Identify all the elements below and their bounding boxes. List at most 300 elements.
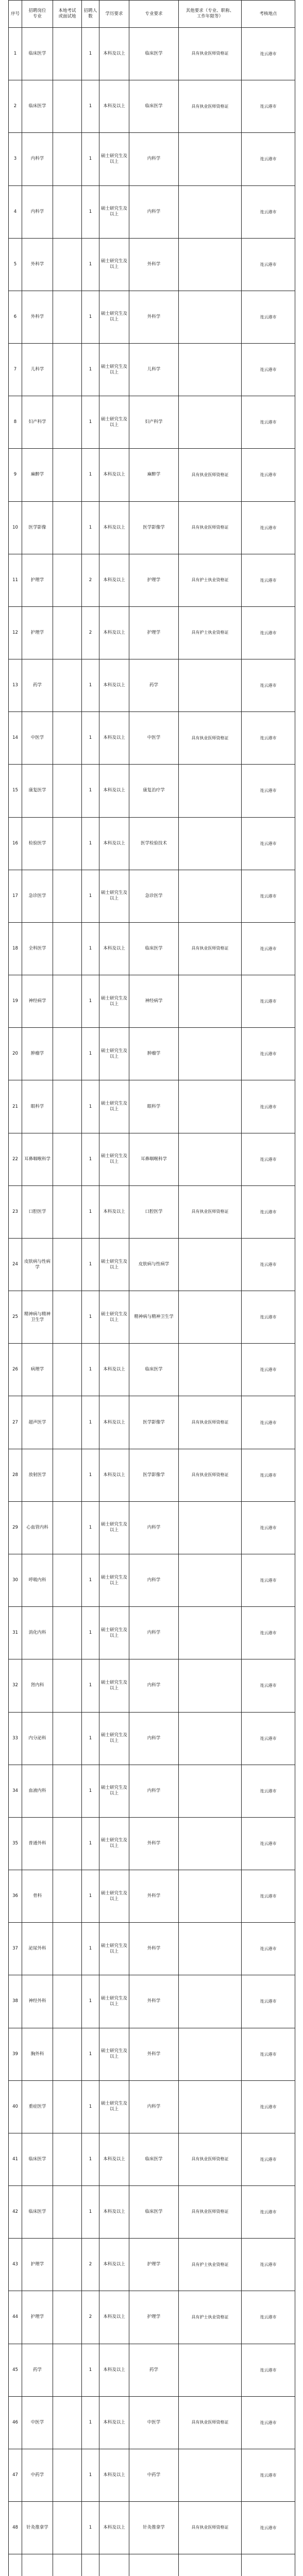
cell-other-requirements (179, 2080, 242, 2133)
cell-count: 1 (82, 28, 99, 80)
cell-count: 1 (82, 2028, 99, 2080)
cell-exam-location (53, 1344, 82, 1396)
cell-position: 肾内科 (22, 1659, 53, 1712)
cell-position: 皮肤病与性病学 (22, 1238, 53, 1291)
cell-exam-location (53, 1817, 82, 1870)
cell-exam-location (53, 2291, 82, 2344)
cell-count: 1 (82, 449, 99, 501)
cell-assessment-location: 连云港市 (242, 1765, 295, 1817)
cell-major: 内科学 (129, 1712, 179, 1765)
cell-assessment-location: 连云港市 (242, 2133, 295, 2185)
cell-exam-location (53, 975, 82, 1028)
header-cell-exam-location: 本地考试 或面试地 (53, 1, 82, 28)
table-row (9, 2554, 295, 2576)
cell-position: 泌尿外科 (22, 1923, 53, 1975)
cell-assessment-location: 连云港市 (242, 185, 295, 238)
cell-other-requirements (179, 291, 242, 343)
table-row (9, 1238, 295, 1291)
table-row (9, 1028, 295, 1080)
cell-exam-location (53, 80, 82, 133)
cell-position: 针灸推拿学 (22, 2502, 53, 2554)
cell-education: 硕士研究生及以上 (99, 975, 129, 1028)
cell-count: 1 (82, 975, 99, 1028)
cell-education: 硕士研究生及以上 (99, 2080, 129, 2133)
cell-education: 本科及以上 (99, 2396, 129, 2449)
cell-position: 护理学 (22, 554, 53, 606)
cell-major: 临床医学 (129, 2186, 179, 2239)
cell-exam-location (53, 2133, 82, 2185)
cell-other-requirements (179, 659, 242, 712)
cell-assessment-location: 连云港市 (242, 2396, 295, 2449)
table-row (9, 975, 295, 1028)
table-row (9, 1765, 295, 1817)
cell-assessment-location: 连云港市 (242, 1396, 295, 1449)
header-cell-assessment-location: 考核地点 (242, 1, 295, 28)
cell-other-requirements (179, 2028, 242, 2080)
cell-exam-location (53, 1028, 82, 1080)
cell-education: 本科及以上 (99, 2133, 129, 2185)
cell-index: 18 (9, 922, 22, 975)
cell-major: 内科学 (129, 1607, 179, 1659)
table-row (9, 344, 295, 396)
cell-exam-location (53, 1870, 82, 1923)
cell-count: 1 (82, 2344, 99, 2396)
table-row (9, 185, 295, 238)
cell-assessment-location: 连云港市 (242, 2239, 295, 2291)
cell-assessment-location: 连云港市 (242, 2080, 295, 2133)
table-row (9, 1449, 295, 1501)
cell-position: 重症医学 (22, 2080, 53, 2133)
table-row (9, 1291, 295, 1344)
cell-count: 1 (82, 1554, 99, 1606)
cell-education: 本科及以上 (99, 2344, 129, 2396)
table-row (9, 2502, 295, 2554)
cell-assessment-location: 连云港市 (242, 28, 295, 80)
cell-index: 35 (9, 1817, 22, 1870)
cell-other-requirements: 具有执业医师资格证 (179, 922, 242, 975)
cell-major: 中医学 (129, 712, 179, 765)
cell-index: 25 (9, 1291, 22, 1344)
cell-count: 1 (82, 238, 99, 291)
cell-count: 1 (82, 712, 99, 765)
cell-assessment-location: 连云港市 (242, 1975, 295, 2028)
cell-index: 43 (9, 2239, 22, 2291)
cell-exam-location (53, 1765, 82, 1817)
cell-index (9, 2554, 22, 2576)
cell-major: 医学检验技术 (129, 817, 179, 870)
cell-education: 硕士研究生及以上 (99, 291, 129, 343)
cell-major: 康复治疗学 (129, 765, 179, 817)
cell-count: 1 (82, 1028, 99, 1080)
cell-count: 1 (82, 1080, 99, 1133)
table-row (9, 554, 295, 606)
cell-position: 外科学 (22, 238, 53, 291)
cell-index: 13 (9, 659, 22, 712)
cell-assessment-location: 连云港市 (242, 870, 295, 922)
cell-count: 1 (82, 1238, 99, 1291)
cell-major: 外科学 (129, 2028, 179, 2080)
cell-position: 中医学 (22, 712, 53, 765)
table-header-row (9, 1, 295, 28)
cell-other-requirements (179, 870, 242, 922)
cell-major: 临床医学 (129, 2133, 179, 2185)
cell-index: 23 (9, 1185, 22, 1238)
cell-position: 临床医学 (22, 2186, 53, 2239)
cell-education: 硕士研究生及以上 (99, 1028, 129, 1080)
cell-index: 9 (9, 449, 22, 501)
cell-position: 血液内科 (22, 1765, 53, 1817)
cell-index: 14 (9, 712, 22, 765)
cell-position: 临床医学 (22, 28, 53, 80)
cell-count: 1 (82, 659, 99, 712)
cell-count: 1 (82, 1607, 99, 1659)
cell-position: 放射医学 (22, 1449, 53, 1501)
header-cell-count: 招聘人数 (82, 1, 99, 28)
cell-exam-location (53, 1923, 82, 1975)
cell-other-requirements (179, 1712, 242, 1765)
cell-education: 本科及以上 (99, 1396, 129, 1449)
cell-position: 超声医学 (22, 1396, 53, 1449)
cell-position: 精神病与精神卫生学 (22, 1291, 53, 1344)
cell-position: 肿瘤学 (22, 1028, 53, 1080)
cell-education: 硕士研究生及以上 (99, 133, 129, 185)
cell-assessment-location: 连云港市 (242, 712, 295, 765)
cell-position: 急诊医学 (22, 870, 53, 922)
cell-education: 硕士研究生及以上 (99, 1501, 129, 1554)
cell-other-requirements (179, 1659, 242, 1712)
cell-exam-location (53, 2396, 82, 2449)
cell-position: 普通外科 (22, 1817, 53, 1870)
cell-count: 2 (82, 2239, 99, 2291)
cell-major: 外科学 (129, 291, 179, 343)
cell-education (99, 2554, 129, 2576)
cell-assessment-location (242, 2554, 295, 2576)
cell-position: 临床医学 (22, 80, 53, 133)
table-row (9, 2344, 295, 2396)
cell-position: 内科学 (22, 133, 53, 185)
cell-index: 27 (9, 1396, 22, 1449)
cell-major: 急诊医学 (129, 870, 179, 922)
cell-position: 护理学 (22, 606, 53, 659)
cell-assessment-location: 连云港市 (242, 2028, 295, 2080)
table-row (9, 2239, 295, 2291)
cell-index: 42 (9, 2186, 22, 2239)
cell-education: 本科及以上 (99, 1344, 129, 1396)
cell-count: 1 (82, 291, 99, 343)
cell-other-requirements: 具有执业医师资格证 (179, 501, 242, 554)
cell-education: 本科及以上 (99, 1185, 129, 1238)
cell-other-requirements (179, 2554, 242, 2576)
cell-major: 临床医学 (129, 80, 179, 133)
cell-index: 24 (9, 1238, 22, 1291)
cell-major: 药学 (129, 2344, 179, 2396)
cell-other-requirements (179, 185, 242, 238)
table-body (9, 28, 295, 2576)
table-row (9, 2291, 295, 2344)
cell-major: 中药学 (129, 2449, 179, 2501)
cell-index: 2 (9, 80, 22, 133)
cell-exam-location (53, 1185, 82, 1238)
table-row (9, 659, 295, 712)
cell-assessment-location: 连云港市 (242, 133, 295, 185)
cell-assessment-location: 连云港市 (242, 1028, 295, 1080)
cell-index: 21 (9, 1080, 22, 1133)
cell-index: 34 (9, 1765, 22, 1817)
cell-count: 2 (82, 606, 99, 659)
cell-count: 1 (82, 1923, 99, 1975)
cell-education: 硕士研究生及以上 (99, 1659, 129, 1712)
table-row (9, 449, 295, 501)
cell-major: 医学影像学 (129, 1449, 179, 1501)
cell-major: 外科学 (129, 1923, 179, 1975)
cell-index: 36 (9, 1870, 22, 1923)
cell-position: 临床医学 (22, 2133, 53, 2185)
cell-assessment-location: 连云港市 (242, 2502, 295, 2554)
cell-position: 妇产科学 (22, 396, 53, 449)
cell-exam-location (53, 1501, 82, 1554)
table-row (9, 817, 295, 870)
cell-assessment-location: 连云港市 (242, 765, 295, 817)
cell-education: 硕士研究生及以上 (99, 1870, 129, 1923)
cell-other-requirements (179, 1607, 242, 1659)
cell-count: 1 (82, 2133, 99, 2185)
cell-other-requirements: 具有执业医师资格证 (179, 1185, 242, 1238)
cell-major: 外科学 (129, 1870, 179, 1923)
cell-major: 内科学 (129, 133, 179, 185)
cell-exam-location (53, 1607, 82, 1659)
cell-education: 硕士研究生及以上 (99, 1133, 129, 1185)
cell-other-requirements (179, 1344, 242, 1396)
cell-other-requirements (179, 396, 242, 449)
cell-education: 硕士研究生及以上 (99, 1923, 129, 1975)
cell-other-requirements (179, 1554, 242, 1606)
table-row (9, 2396, 295, 2449)
cell-count: 1 (82, 1659, 99, 1712)
cell-exam-location (53, 185, 82, 238)
table-row (9, 1185, 295, 1238)
header-cell-position: 招聘岗位 专业 (22, 1, 53, 28)
cell-other-requirements: 具有执业医师资格证 (179, 2133, 242, 2185)
cell-major: 精神病与精神卫生学 (129, 1291, 179, 1344)
cell-other-requirements (179, 1923, 242, 1975)
table-row (9, 606, 295, 659)
cell-assessment-location: 连云港市 (242, 606, 295, 659)
cell-major: 医学影像学 (129, 501, 179, 554)
cell-index: 37 (9, 1923, 22, 1975)
cell-major: 内科学 (129, 2080, 179, 2133)
cell-other-requirements (179, 133, 242, 185)
cell-assessment-location: 连云港市 (242, 922, 295, 975)
cell-count: 2 (82, 2291, 99, 2344)
cell-other-requirements (179, 1870, 242, 1923)
cell-other-requirements (179, 344, 242, 396)
table-row (9, 1923, 295, 1975)
cell-other-requirements: 具有执业医师资格证 (179, 28, 242, 80)
cell-education: 本科及以上 (99, 2239, 129, 2291)
cell-count: 1 (82, 501, 99, 554)
cell-count: 1 (82, 133, 99, 185)
cell-assessment-location: 连云港市 (242, 1080, 295, 1133)
recruitment-table (8, 0, 295, 2576)
cell-index: 17 (9, 870, 22, 922)
cell-position: 康复医学 (22, 765, 53, 817)
cell-index: 28 (9, 1449, 22, 1501)
header-cell-other-requirements: 其他要求（专业、职称、 工作年限等） (179, 1, 242, 28)
cell-education: 本科及以上 (99, 501, 129, 554)
cell-education: 本科及以上 (99, 922, 129, 975)
cell-education: 本科及以上 (99, 2186, 129, 2239)
cell-count: 1 (82, 2449, 99, 2501)
cell-index: 5 (9, 238, 22, 291)
cell-count: 1 (82, 2502, 99, 2554)
cell-other-requirements (179, 1291, 242, 1344)
cell-assessment-location: 连云港市 (242, 1291, 295, 1344)
cell-index: 44 (9, 2291, 22, 2344)
cell-major: 内科学 (129, 1554, 179, 1606)
table-row (9, 1396, 295, 1449)
cell-education: 硕士研究生及以上 (99, 396, 129, 449)
cell-exam-location (53, 554, 82, 606)
cell-assessment-location: 连云港市 (242, 1870, 295, 1923)
cell-other-requirements: 具有执业医师资格证 (179, 1396, 242, 1449)
cell-assessment-location: 连云港市 (242, 501, 295, 554)
cell-other-requirements (179, 1028, 242, 1080)
cell-assessment-location: 连云港市 (242, 2291, 295, 2344)
cell-education: 本科及以上 (99, 80, 129, 133)
cell-position: 耳鼻咽喉科学 (22, 1133, 53, 1185)
cell-assessment-location: 连云港市 (242, 1607, 295, 1659)
cell-major: 临床医学 (129, 922, 179, 975)
cell-count: 1 (82, 1501, 99, 1554)
table-row (9, 765, 295, 817)
cell-assessment-location: 连云港市 (242, 1554, 295, 1606)
cell-education: 本科及以上 (99, 659, 129, 712)
cell-position: 神经外科 (22, 1975, 53, 2028)
cell-exam-location (53, 1133, 82, 1185)
table-row (9, 1133, 295, 1185)
cell-assessment-location: 连云港市 (242, 1185, 295, 1238)
cell-exam-location (53, 1975, 82, 2028)
cell-position: 内分泌科 (22, 1712, 53, 1765)
cell-assessment-location: 连云港市 (242, 2344, 295, 2396)
cell-exam-location (53, 2080, 82, 2133)
table-row (9, 238, 295, 291)
cell-count: 1 (82, 1291, 99, 1344)
cell-major: 内科学 (129, 1659, 179, 1712)
cell-major: 口腔医学 (129, 1185, 179, 1238)
cell-education: 硕士研究生及以上 (99, 1291, 129, 1344)
cell-index: 6 (9, 291, 22, 343)
cell-exam-location (53, 396, 82, 449)
cell-assessment-location: 连云港市 (242, 1712, 295, 1765)
cell-exam-location (53, 870, 82, 922)
cell-count: 1 (82, 396, 99, 449)
cell-assessment-location: 连云港市 (242, 1501, 295, 1554)
cell-index: 32 (9, 1659, 22, 1712)
cell-education: 硕士研究生及以上 (99, 1554, 129, 1606)
cell-position: 外科学 (22, 291, 53, 343)
cell-other-requirements: 具有执业医师资格证 (179, 712, 242, 765)
cell-exam-location (53, 2502, 82, 2554)
cell-major: 内科学 (129, 185, 179, 238)
cell-other-requirements: 具有执业医师资格证 (179, 2186, 242, 2239)
cell-position: 药学 (22, 2344, 53, 2396)
cell-assessment-location: 连云港市 (242, 1817, 295, 1870)
cell-major: 皮肤病与性病学 (129, 1238, 179, 1291)
cell-major: 妇产科学 (129, 396, 179, 449)
cell-exam-location (53, 1396, 82, 1449)
cell-count: 1 (82, 1133, 99, 1185)
cell-assessment-location: 连云港市 (242, 975, 295, 1028)
cell-position: 心血管内科 (22, 1501, 53, 1554)
cell-exam-location (53, 1659, 82, 1712)
cell-major: 外科学 (129, 1817, 179, 1870)
cell-position: 呼吸内科 (22, 1554, 53, 1606)
cell-major: 儿科学 (129, 344, 179, 396)
cell-exam-location (53, 659, 82, 712)
cell-count: 1 (82, 817, 99, 870)
cell-index: 29 (9, 1501, 22, 1554)
cell-exam-location (53, 449, 82, 501)
cell-education: 本科及以上 (99, 449, 129, 501)
cell-education: 硕士研究生及以上 (99, 870, 129, 922)
table-row (9, 1659, 295, 1712)
cell-count: 1 (82, 870, 99, 922)
cell-other-requirements (179, 1975, 242, 2028)
table-row (9, 28, 295, 80)
cell-education: 本科及以上 (99, 712, 129, 765)
cell-position: 口腔医学 (22, 1185, 53, 1238)
cell-major: 神经病学 (129, 975, 179, 1028)
cell-exam-location (53, 2344, 82, 2396)
cell-exam-location (53, 2554, 82, 2576)
table-row (9, 291, 295, 343)
cell-major: 护理学 (129, 606, 179, 659)
cell-education: 本科及以上 (99, 2291, 129, 2344)
cell-other-requirements: 具有护士执业资格证 (179, 554, 242, 606)
table-row (9, 2080, 295, 2133)
cell-count: 1 (82, 922, 99, 975)
cell-exam-location (53, 817, 82, 870)
cell-index: 46 (9, 2396, 22, 2449)
cell-education: 硕士研究生及以上 (99, 1975, 129, 2028)
cell-index: 31 (9, 1607, 22, 1659)
cell-education: 硕士研究生及以上 (99, 1817, 129, 1870)
cell-assessment-location: 连云港市 (242, 1344, 295, 1396)
cell-exam-location (53, 712, 82, 765)
header-cell-education: 学历要求 (99, 1, 129, 28)
cell-major: 肿瘤学 (129, 1028, 179, 1080)
cell-index: 3 (9, 133, 22, 185)
cell-other-requirements (179, 765, 242, 817)
cell-exam-location (53, 1554, 82, 1606)
table-row (9, 870, 295, 922)
cell-education: 硕士研究生及以上 (99, 185, 129, 238)
cell-assessment-location: 连云港市 (242, 238, 295, 291)
cell-major: 中医学 (129, 2396, 179, 2449)
cell-education: 本科及以上 (99, 2449, 129, 2501)
cell-major: 护理学 (129, 2239, 179, 2291)
cell-major: 外科学 (129, 1975, 179, 2028)
cell-index: 12 (9, 606, 22, 659)
cell-position: 药学 (22, 659, 53, 712)
cell-index: 15 (9, 765, 22, 817)
cell-assessment-location: 连云港市 (242, 817, 295, 870)
cell-position: 麻醉学 (22, 449, 53, 501)
cell-count: 1 (82, 1870, 99, 1923)
cell-position: 儿科学 (22, 344, 53, 396)
cell-major: 眼科学 (129, 1080, 179, 1133)
